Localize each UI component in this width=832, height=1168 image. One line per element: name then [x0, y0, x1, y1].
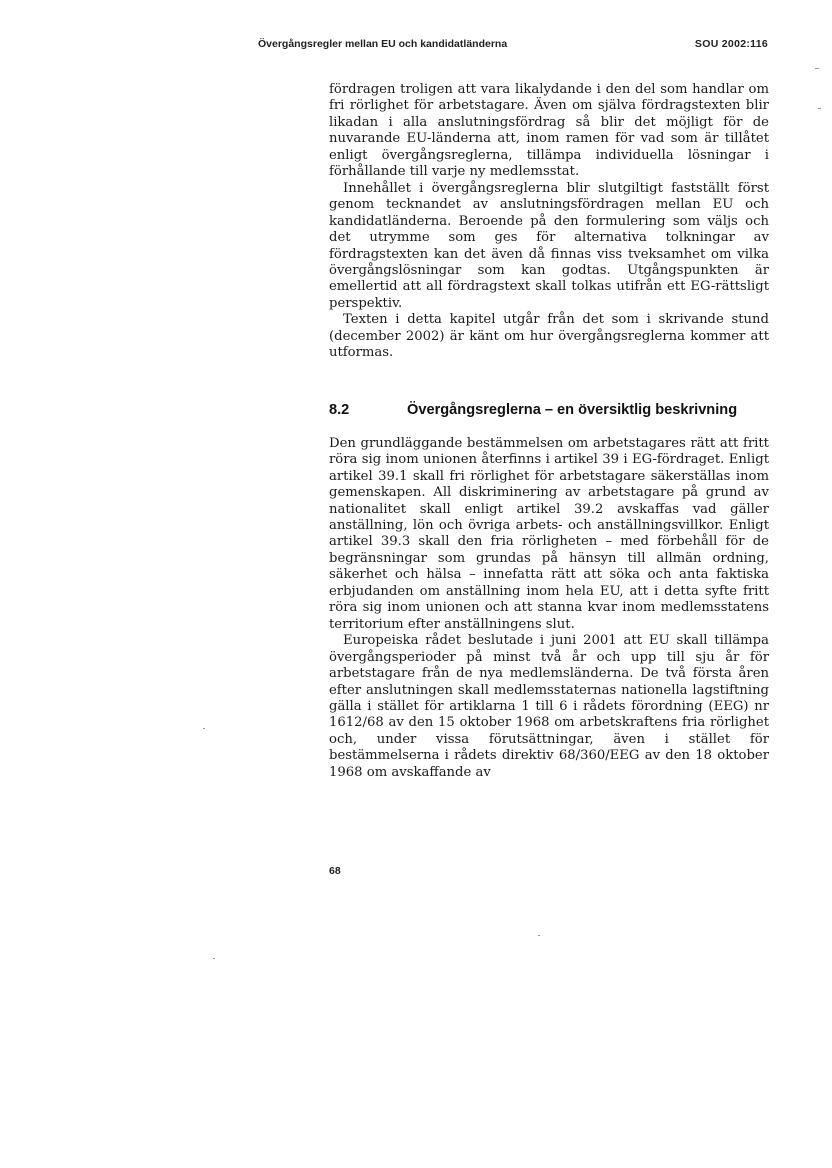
paragraph: Den grundläggande bestämmelsen om arbetstagares rätt att fritt röra sig inom unionen återfinns i artikel 39 i EG-fördraget. Enligt artikel 39.1 skall fri rörlighet för arbetstagare säkerställas inom gemenskapen. All diskriminering av arbetstagare på grund av nationalitet skall enligt artikel 39.2 avskaffas vad gäller anställning, lön och övriga arbets- och anställningsvillkor. Enligt artikel 39.3 skall den fria rörligheten – med förbehåll för de begränsningar som grundas på hänsyn till allmän ordning, säkerhet och hälsa – innefatta rätt att söka och anta faktiska erbjudanden om anställning inom hela EU, att i detta syfte fritt röra sig inom unionen och att stanna kvar inom medlemsstatens territorium efter anställningens slut.: [329, 435, 769, 632]
section-number: 8.2: [329, 401, 350, 418]
scan-speck: [815, 68, 819, 69]
page-number: 68: [329, 865, 341, 877]
scan-speck: [203, 728, 205, 729]
running-header: [258, 38, 768, 58]
paragraph: Texten i detta kapitel utgår från det som i skrivande stund (december 2002) är känt om hur övergångsreglerna kommer att utformas.: [329, 312, 769, 361]
paragraph: fördragen troligen att vara likalydande i den del som handlar om fri rörlighet för arbetstagare. Även om själva fördragstexten blir likadan i alla anslutningsfördrag så blir det möjligt för de nuvarande EU-länderna att, inom ramen för vad som är tillåtet enligt övergångsreglerna, tillämpa individuella lösningar i förhållande till varje ny medlemsstat.: [329, 82, 769, 180]
paragraph: Europeiska rådet beslutade i juni 2001 att EU skall tillämpa övergångsperioder på minst två år och upp till sju år för arbetstagare från de nya medlemsländerna. De två första åren efter anslutningen skall medlemsstaternas nationella lagstiftning gälla i stället för artiklarna 1 till 6 i rådets förordning (EEG) nr 1612/68 av den 15 oktober 1968 om arbetskraftens fria rörlighet och, under vissa förutsättningar, även i stället för bestämmelserna i rådets direktiv 68/360/EEG av den 18 oktober 1968 om avskaffande av: [329, 633, 769, 780]
paragraph: Innehållet i övergångsreglerna blir slutgiltigt fastställt först genom tecknandet av anslutningsfördragen mellan EU och kandidatländerna. Beroende på den formulering som väljs och det utrymme som ges för alternativa tolkningar av fördragstexten kan det även då finnas viss tveksamhet om vilka övergångslösningar som kan godtas. Utgångspunkten är emellertid att all fördragstext skall tolkas utifrån ett EG-rättsligt perspektiv.: [329, 180, 769, 311]
series-number: SOU 2002:116: [694, 38, 768, 50]
body-text: [329, 82, 769, 781]
scan-speck: [213, 958, 215, 959]
section-title: Övergångsreglerna – en översiktlig beskrivning: [407, 401, 738, 418]
section-heading: [329, 402, 769, 422]
running-title: Övergångsregler mellan EU och kandidatländerna: [258, 38, 508, 50]
scan-speck: [818, 108, 821, 109]
scan-speck: [538, 935, 540, 936]
